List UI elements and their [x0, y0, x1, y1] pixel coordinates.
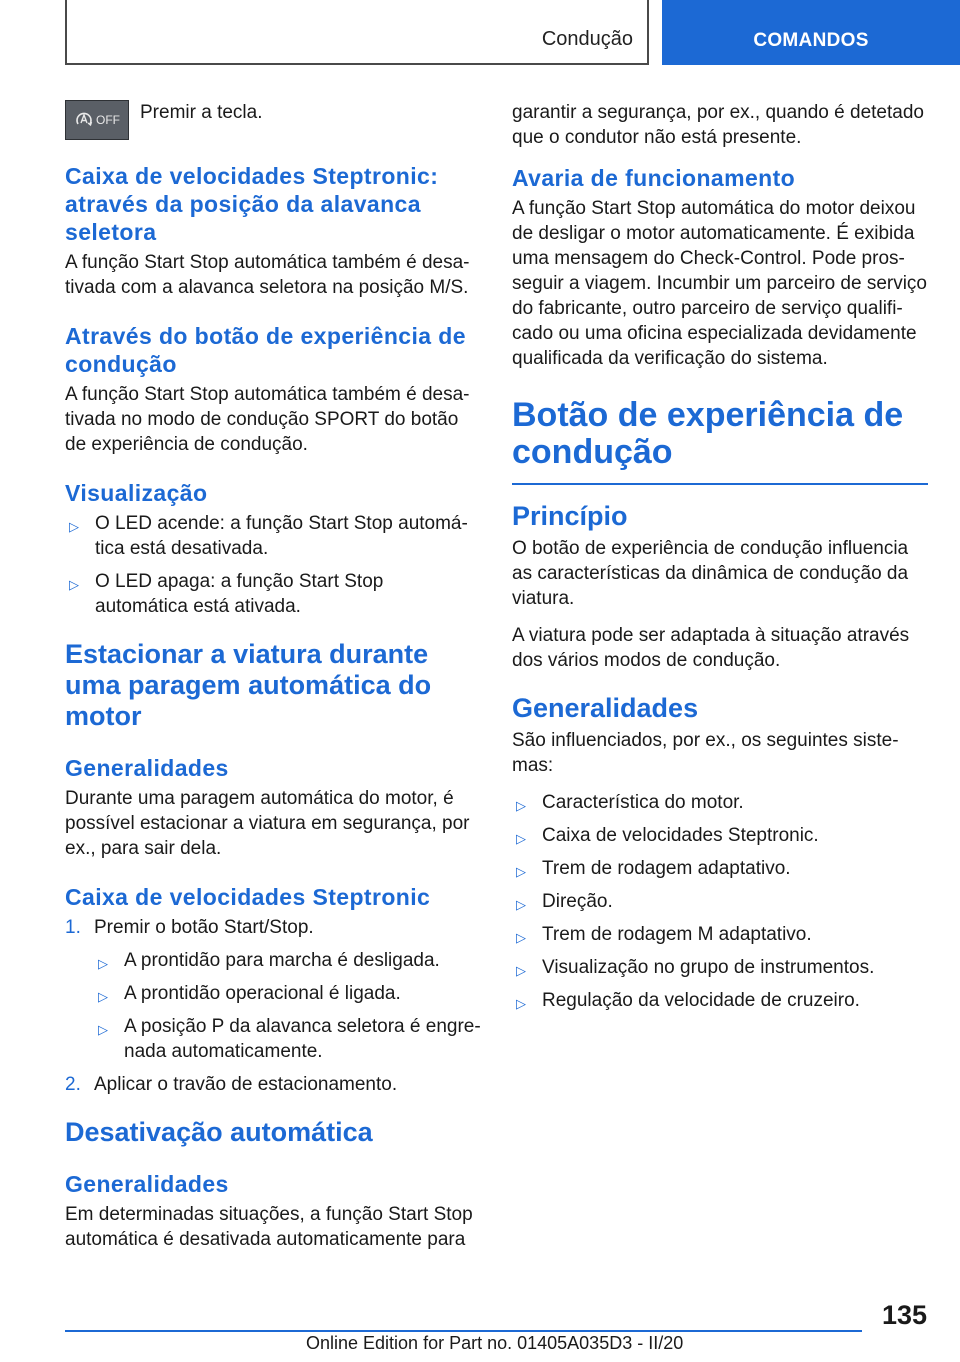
- page-number: 135: [881, 1300, 927, 1330]
- bullet-triangle-icon: ▷: [516, 897, 526, 912]
- heading-parking: Estacionar a viatura durante uma paragem automática do motor: [65, 639, 432, 731]
- step-item: [65, 915, 481, 1064]
- list-item: ▷ Trem de rodagem M adaptativo.: [512, 922, 928, 947]
- list-item: ▷ A prontidão operacional é ligada.: [94, 981, 481, 1006]
- bullet-triangle-icon: ▷: [69, 519, 79, 534]
- step-number: 1.: [65, 917, 81, 938]
- left-column: [65, 100, 481, 1264]
- heading-malfunction: Avaria de funcionamento: [512, 165, 796, 191]
- heading-experience-button: Através do botão de experiência de condução: [65, 323, 466, 377]
- header-box: [65, 0, 649, 65]
- list-item: ▷ Direção.: [512, 889, 928, 914]
- list-item: ▷ A prontidão para marcha é desligada.: [94, 948, 481, 973]
- list-item: ▷ Regulação da velocidade de cruzeiro.: [512, 988, 928, 1013]
- off-label: OFF: [96, 113, 120, 127]
- heading-driving-experience-button: Botão de experiência de condução: [512, 397, 928, 485]
- paragraph-generalities: São influenciados, por ex., os seguintes siste-mas:: [512, 730, 899, 776]
- step-number: 2.: [65, 1074, 81, 1095]
- heading-steptronic-lever: Caixa de velocidades Steptronic: através da posição da alavanca seletora: [65, 163, 439, 245]
- heading-auto-deactivation: Desativação automática: [65, 1117, 373, 1147]
- paragraph-generalities-1: Durante uma paragem automática do motor, é possível estacionar a viatura em segurança, por ex., para sair dela.: [65, 788, 470, 859]
- start-stop-off-button-icon: [65, 100, 129, 140]
- list-item: ▷ A posição P da alavanca seletora é engre-nada automaticamente.: [98, 1016, 481, 1062]
- bullet-triangle-icon: ▷: [516, 963, 526, 978]
- bullet-triangle-icon: ▷: [516, 798, 526, 813]
- heading-generalities: Generalidades: [512, 693, 699, 723]
- display-list: [65, 511, 481, 619]
- paragraph-malfunction: A função Start Stop automática do motor deixou de desligar o motor automaticamente. É exibida uma mensagem do Check-Control. Pode pros-seguir a viagem. Incumbir um parceiro de serviço do fabricante, outro parceiro de serviço qualifi-cado ou uma oficina especializada devidamente qualificada da verificação do sistema.: [512, 198, 928, 369]
- header-chapter-tab[interactable]: COMANDOS: [662, 0, 960, 65]
- list-item: ▷ O LED apaga: a função Start Stop automática está ativada.: [69, 571, 384, 617]
- list-item: ▷ Trem de rodagem adaptativo.: [512, 856, 928, 881]
- list-item: ▷ Visualização no grupo de instrumentos.: [512, 955, 928, 980]
- bullet-triangle-icon: ▷: [516, 996, 526, 1011]
- bullet-triangle-icon: ▷: [98, 1022, 108, 1037]
- step-text: Premir o botão Start/Stop.: [94, 917, 314, 938]
- footer-divider: [65, 1330, 862, 1332]
- auto-start-stop-icon: [74, 110, 94, 130]
- heading-steptronic: Caixa de velocidades Steptronic: [65, 884, 431, 910]
- step-sub-list: [94, 948, 481, 1064]
- paragraph-principle-2: A viatura pode ser adaptada à situação através dos vários modos de condução.: [512, 625, 910, 671]
- paragraph-continuation: garantir a segurança, por ex., quando é detetado que o condutor não está presente.: [512, 102, 924, 148]
- bullet-triangle-icon: ▷: [69, 577, 79, 592]
- heading-generalities-1: Generalidades: [65, 755, 229, 781]
- heading-principle: Princípio: [512, 501, 628, 531]
- start-stop-off-instruction: [65, 100, 481, 140]
- paragraph-steptronic-lever: A função Start Stop automática também é desa-tivada com a alavanca seletora na posição M/S.: [65, 252, 470, 298]
- press-button-text: Premir a tecla.: [140, 102, 263, 123]
- header-section-title: Condução: [541, 28, 633, 50]
- list-item: ▷ Caixa de velocidades Steptronic.: [512, 823, 928, 848]
- right-column: [512, 100, 928, 1023]
- paragraph-generalities-2: Em determinadas situações, a função Start Stop automática é desativada automaticamente para: [65, 1204, 473, 1250]
- paragraph-experience-button: A função Start Stop automática também é desa-tivada no modo de condução SPORT do botão de experiência de condução.: [65, 384, 470, 455]
- parking-steps: [65, 915, 481, 1097]
- step-item: [65, 1072, 481, 1097]
- bullet-triangle-icon: ▷: [516, 831, 526, 846]
- heading-generalities-2: Generalidades: [65, 1171, 229, 1197]
- systems-list: [512, 790, 928, 1013]
- footer-edition-text: Online Edition for Part no. 01405A035D3 - II/20: [306, 1333, 684, 1353]
- bullet-triangle-icon: ▷: [516, 864, 526, 879]
- bullet-triangle-icon: ▷: [516, 930, 526, 945]
- list-item: ▷ O LED acende: a função Start Stop automá-tica está desativada.: [69, 513, 468, 559]
- bullet-triangle-icon: ▷: [98, 956, 108, 971]
- heading-display: Visualização: [65, 480, 208, 506]
- bullet-triangle-icon: ▷: [98, 989, 108, 1004]
- list-item: ▷ Característica do motor.: [512, 790, 928, 815]
- paragraph-principle-1: O botão de experiência de condução influencia as características da dinâmica de condução da viatura.: [512, 538, 909, 609]
- step-text: Aplicar o travão de estacionamento.: [94, 1074, 398, 1095]
